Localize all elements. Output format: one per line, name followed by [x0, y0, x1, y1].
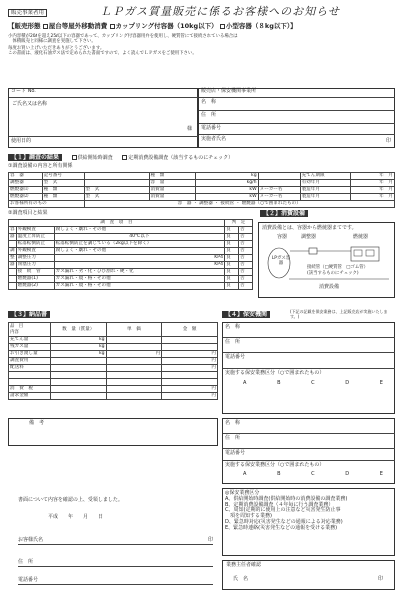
cell: kW: [195, 194, 258, 201]
section1-option-2: 定期消費設備調査（該当するものにチェック）: [128, 155, 234, 161]
section2-text: 消費設備とは、容器から燃焼器まてです。: [262, 225, 357, 231]
cell: 年 月: [350, 187, 394, 194]
header-cell: 品 目 内容: [9, 323, 51, 337]
pipe-label: 接続管（□硬質管 □ゴム管）: [307, 265, 368, 270]
security-title: ◎保安業務区分: [225, 490, 260, 496]
header-cell: 単 価: [106, 323, 162, 337]
bubble-label: LPガス容器: [271, 256, 291, 267]
cell: 燃焼器⑵: [9, 194, 43, 201]
org2-name[interactable]: 名 称: [223, 419, 395, 434]
section4-header: 【４】保安機関: [222, 311, 270, 318]
org2-address[interactable]: 住 所: [223, 434, 395, 449]
cell: お客様所有のもの: [9, 201, 85, 208]
dealer-person[interactable]: 実施者氏名: [201, 136, 227, 142]
section2-header: 【２】消費設備: [260, 210, 308, 217]
manager-label: 業務主任者確認: [226, 562, 262, 568]
checkbox[interactable]: [220, 24, 225, 29]
label-container: 容器: [277, 234, 288, 240]
receipt-seal: 印: [207, 537, 213, 543]
table-row: 充てん量 kg: [9, 337, 218, 344]
inspection-table: [8, 219, 253, 290]
regulator-icon: [309, 248, 317, 254]
page-title: ＬＰガス質量販売に係るお客様へのお知らせ: [100, 5, 340, 18]
table-row: 調 外観検査 腐しょく・劇れ・その他 良 否: [9, 248, 253, 255]
org1-phone[interactable]: 電話番号: [223, 353, 395, 369]
security-item: C、周知(定期的に使用上の注意など災害発生防止事: [225, 507, 341, 514]
receipt-text: 書面について内容を確認の上、受領しました。: [18, 497, 123, 503]
table-row: [9, 201, 395, 208]
section1-sub1: ①調査設備の内容と所有関係: [8, 163, 73, 169]
cell: 製造年月: [300, 194, 350, 201]
section1-option-1: 供給開始時調査: [77, 155, 113, 161]
cell: 充てん期限: [300, 173, 350, 180]
customer-box: [8, 88, 198, 148]
section4-note: (下記の記載を保安業務は、上記販売店が実施いたします。): [290, 309, 388, 319]
table-row: 接 続 管 ガス漏れ・劣・化・ひび割れ・硬・化 良 否: [9, 269, 253, 276]
security-org-2: [222, 418, 395, 484]
dealer-header: 販売店・保安機関事業所: [199, 89, 395, 98]
org2-phone[interactable]: 電話番号: [223, 449, 395, 461]
security-item: 項を周知する業務): [225, 513, 272, 519]
section1-header: 【１】調査の結果: [8, 154, 62, 161]
intro-text: [8, 34, 398, 56]
header-cell: 調 査 項 目: [9, 220, 225, 227]
security-item: D、緊急時対応(災害発生などの通報による対応業務): [225, 518, 343, 525]
cell: 記号番号: [42, 173, 84, 180]
label-burner: 燃焼器: [353, 234, 369, 240]
security-item: A、供給開始時調査(供給開始時の消費設備の調査業務): [225, 495, 348, 502]
use-date-field[interactable]: 使用日的: [9, 136, 198, 147]
table-row: [9, 187, 395, 194]
table-row: 整 調整圧力 KP4 良 否: [9, 255, 253, 262]
pipe-note: (該当するものにチェック): [307, 271, 359, 276]
cell: 調整器: [9, 180, 43, 187]
manager-seal: 印: [378, 576, 384, 582]
table-row: [9, 372, 218, 379]
table-row: 配送料 円: [10, 365, 216, 371]
sales-form-option-2: カップリング付容器（10kg以下）: [115, 22, 218, 30]
intro-line: この書面は、液化石油ガス法で定められた書面ですので、よく読んでＬＰガスをご使用下さい。: [8, 51, 197, 57]
consumption-diagram: [258, 222, 395, 298]
section3-header-wrap: [8, 312, 50, 319]
cell: 消費量: [149, 194, 195, 201]
table-header-row: [9, 220, 253, 227]
header-cell: 金 額: [162, 323, 218, 337]
cell: 燃焼器⑴: [9, 187, 43, 194]
stove-icon: [351, 247, 379, 261]
checkbox[interactable]: [43, 24, 48, 29]
table-row: 消 費 税 円: [10, 386, 216, 392]
table-row: 器 閉塞圧力 KP4 良 否: [9, 262, 253, 269]
label-regulator: 調整器: [301, 234, 317, 240]
dealer-seal: 印: [386, 138, 392, 144]
cell: [84, 173, 149, 180]
manager-name[interactable]: 氏 名: [233, 576, 249, 582]
checkbox[interactable]: [72, 155, 77, 160]
header-cell: 判 定: [225, 220, 253, 227]
note-box[interactable]: [8, 418, 218, 446]
diagram-footer: 消費設備: [319, 284, 340, 290]
table-row: [9, 379, 218, 386]
org2-cat: 実施する保安業務区分（○で囲まれたもの）: [225, 462, 325, 468]
table-row: 転落転倒防止 転落転倒防止を講じている（2kg以下を除く） 良 否: [9, 241, 253, 248]
cell: 年 月: [350, 173, 394, 180]
security-category-list: [222, 488, 395, 556]
cell: [258, 180, 300, 187]
section1-sub2: ②調査項目と結果: [8, 210, 48, 216]
cell: kW: [195, 187, 258, 194]
sales-form-label: 【販売形態: [8, 22, 41, 30]
org1-name[interactable]: 名 称: [223, 323, 395, 338]
cell: 製造年月: [300, 187, 350, 194]
cell: kg/h: [195, 180, 258, 187]
cell: 種 類: [149, 173, 195, 180]
table-row: [9, 194, 395, 201]
dealer-name[interactable]: 名 称: [199, 98, 395, 111]
sama-label: 様: [187, 126, 193, 132]
section1-header-row: [8, 155, 233, 162]
header-cell: 数 量（質量）: [50, 323, 106, 337]
sales-form-option-1: 屋台等屋外移動消費: [48, 22, 108, 30]
intro-line: 毎度お買い上げいただきありがとうございます。: [8, 46, 105, 52]
receipt-date[interactable]: 平成 年 月 日: [48, 514, 104, 520]
intro-line: 体積販売と同様に調査を実施して下さい。: [8, 39, 96, 45]
checkbox[interactable]: [110, 24, 115, 29]
table-row: [9, 180, 395, 187]
org1-letters[interactable]: A B C D E: [243, 380, 383, 386]
note-label: 備 考: [29, 420, 45, 426]
cell: 年 月: [350, 194, 394, 201]
org1-address[interactable]: 住 所: [223, 338, 395, 353]
security-item: B、定期消費設備調査（４年毎に行う調査業務）: [225, 501, 334, 508]
code-field[interactable]: コード No.: [9, 89, 198, 98]
section4-header-row: [222, 312, 270, 319]
receipt-address[interactable]: 住 所: [18, 560, 213, 567]
cell: kg: [195, 173, 258, 180]
cell: 容 量: [149, 180, 195, 187]
cell: メーカー名: [258, 187, 300, 194]
table-row: 残ガス量 kg: [9, 344, 218, 351]
sales-form-row: [8, 23, 297, 30]
table-row: 調査費用 円: [10, 358, 216, 364]
cell: 型 式: [84, 187, 149, 194]
org1-cat: 実施する保安業務区分（○で囲まれたもの）: [225, 370, 325, 376]
equipment-table: [8, 172, 395, 208]
sales-form-option-3: 小型容器（８kg以下）】: [225, 22, 297, 30]
cell: メーカー名: [258, 194, 300, 201]
table-row: 容 外観検査 腐しょく・劇れ・その他 良 否: [9, 227, 253, 234]
receipt-name[interactable]: [18, 538, 213, 545]
cell: 年 月: [350, 180, 394, 187]
dealer-phone[interactable]: 電話番号: [199, 124, 395, 135]
dealer-address[interactable]: 住 所: [199, 111, 395, 124]
receipt-phone[interactable]: 電話番号: [18, 578, 213, 585]
receipt-name-label: お客様氏名: [18, 537, 44, 543]
table-header-row: [9, 323, 218, 337]
cell: 種 類: [42, 187, 84, 194]
org2-letters[interactable]: A B C D E: [243, 471, 383, 477]
form-type-tag: 販売事業者用: [8, 9, 47, 17]
cell: 有効年月: [300, 180, 350, 187]
cell: 型 式: [42, 180, 84, 187]
intro-line: 小内容積が20ℓを超え25ℓ以下の容器であって、カップリング付容器用弁を使用し、硬質管にて接続されている場合は: [8, 34, 238, 39]
section2-header-wrap: [260, 211, 308, 218]
cell: [84, 180, 149, 187]
security-item: E、緊急時連絡(災害発生などの通報を受ける業務): [225, 524, 338, 531]
dealer-box: [198, 88, 395, 148]
delivery-table: [8, 322, 218, 400]
cell: [258, 173, 300, 180]
table-row: 燃焼器(1) ガス漏れ・規・格・その他 良 否: [9, 276, 253, 283]
table-row: 請求金額 円: [10, 393, 216, 399]
customer-name-label: ご氏名又は名称: [12, 101, 48, 107]
cell: 型 式: [84, 194, 149, 201]
cell: 消費量: [149, 187, 195, 194]
section3-header: 【３】納品書: [8, 311, 50, 318]
manager-box: [222, 560, 395, 590]
cell: 種 類: [42, 194, 84, 201]
cell: 容 器: [9, 173, 43, 180]
checkbox[interactable]: [122, 155, 127, 160]
security-org-1: [222, 322, 395, 414]
owner-options[interactable]: 容 器 ・ 調整器 ・ 接続管 ・ 燃焼器（○で囲まれたもの）: [84, 201, 394, 208]
table-row: 燃焼器(2) ガス漏れ・規・格・その他 良 否: [9, 283, 253, 290]
table-row: 器 温度上昇防止 40℃以下 良 否: [9, 234, 253, 241]
table-row: [9, 173, 395, 180]
table-row: お引き渡し量 kg 円 円: [10, 351, 216, 357]
